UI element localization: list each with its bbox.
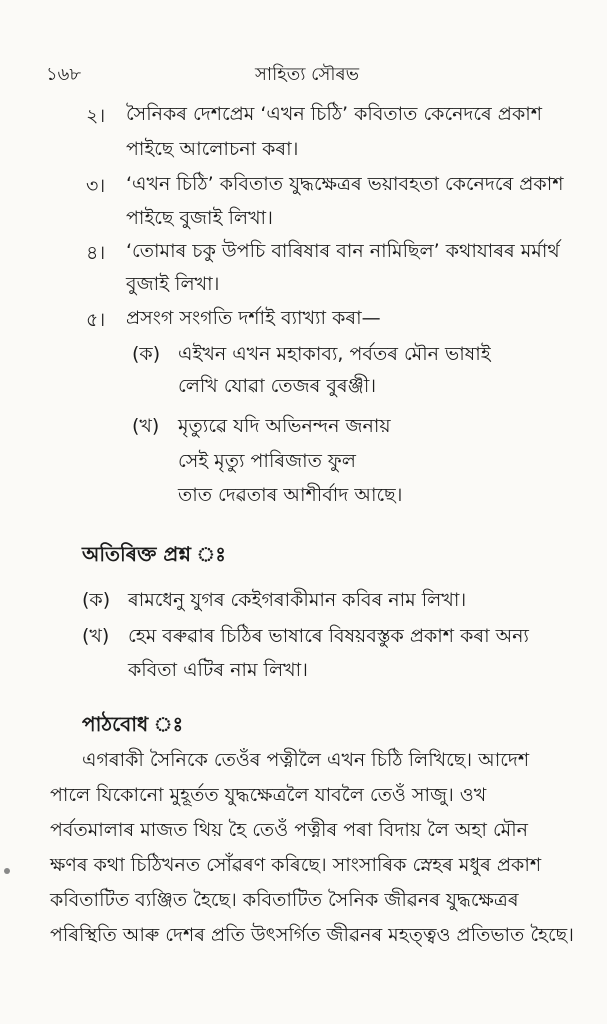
- extra-question-text: হেম বৰুৱাৰ চিঠিৰ ভাষাৰে বিষয়বস্তুক প্ৰকাশ কৰা অন্য: [128, 625, 529, 647]
- question-text: ‘তোমাৰ চকু উপচি বাৰিষাৰ বান নামিছিল’ কথাযাৰৰ মৰ্মাৰ্থ: [126, 240, 560, 262]
- body-paragraph-line: পৰিস্থিতি আৰু দেশৰ প্ৰতি উৎসৰ্গিত জীৱনৰ মহত্ত্বও প্ৰতিভাত হৈছে।: [50, 924, 574, 946]
- extra-question-label: (ক): [82, 589, 111, 611]
- body-paragraph-line: এগৰাকী সৈনিকে তেওঁৰ পত্নীলৈ এখন চিঠি লিখিছে। আদেশ: [82, 749, 530, 771]
- sub-quote-line: এইখন এখন মহাকাব্য, পৰ্বতৰ মৌন ভাষাই: [178, 343, 491, 365]
- sub-quote-line: তাত দেৱতাৰ আশীৰ্বাদ আছে।: [178, 484, 403, 506]
- extra-question-label: (খ): [82, 625, 110, 647]
- sub-quote-label: (ক): [132, 343, 161, 365]
- body-paragraph-line: ক্ষণৰ কথা চিঠিখনত সোঁৱৰণ কৰিছে। সাংসাৰিক স্নেহৰ মধুৰ প্ৰকাশ: [50, 854, 542, 876]
- sub-quote-line: সেই মৃত্যু পাৰিজাত ফুল: [178, 450, 356, 472]
- sub-quote-line: মৃত্যুৱে যদি অভিনন্দন জনায়: [178, 415, 391, 437]
- margin-dot: [4, 868, 10, 874]
- extra-question-text: কবিতা এটিৰ নাম লিখা।: [128, 659, 308, 681]
- sub-quote-label: (খ): [132, 415, 160, 437]
- question-number: ৫।: [86, 309, 106, 331]
- question-text: ‘এখন চিঠি’ কবিতাত যুদ্ধক্ষেত্ৰৰ ভয়াবহতা কেনেদৰে প্ৰকাশ: [126, 173, 564, 195]
- extra-question-text: ৰামধেনু যুগৰ কেইগৰাকীমান কবিৰ নাম লিখা।: [128, 589, 467, 611]
- book-title: সাহিত্য সৌৰভ: [255, 64, 360, 85]
- question-text: পাইছে বুজাই লিখা।: [126, 207, 273, 229]
- sub-quote-line: লেখি যোৱা তেজৰ বুৰঞ্জী।: [178, 375, 377, 397]
- body-paragraph-line: কবিতাটিত ব্যঞ্জিত হৈছে। কবিতাটিত সৈনিক জীৱনৰ যুদ্ধক্ষেত্ৰৰ: [50, 889, 519, 911]
- question-text: পাইছে আলোচনা কৰা।: [126, 138, 299, 160]
- question-number: ২।: [86, 105, 106, 127]
- question-text: বুজাই লিখা।: [126, 273, 220, 295]
- body-paragraph-line: পালে যিকোনো মুহূৰ্তত যুদ্ধক্ষেত্ৰলৈ যাবলৈ তেওঁ সাজু। ওখ: [50, 784, 487, 806]
- question-number: ৩।: [86, 175, 106, 197]
- question-text: সৈনিকৰ দেশপ্ৰেম ‘এখন চিঠি’ কবিতাত কেনেদৰে প্ৰকাশ: [126, 103, 543, 125]
- page-number: ১৬৮: [46, 64, 82, 85]
- section-heading-extra-questions: অতিৰিক্ত প্ৰশ্ন ঃ: [82, 542, 226, 566]
- body-paragraph-line: পৰ্বতমালাৰ মাজত থিয় হৈ তেওঁ পত্নীৰ পৰা বিদায় লৈ অহা মৌন: [50, 819, 528, 841]
- question-number: ৪।: [86, 242, 106, 264]
- section-heading-reading: পাঠবোধ ঃ: [82, 712, 184, 736]
- question-text: প্ৰসংগ সংগতি দৰ্শাই ব্যাখ্যা কৰা—: [126, 307, 381, 329]
